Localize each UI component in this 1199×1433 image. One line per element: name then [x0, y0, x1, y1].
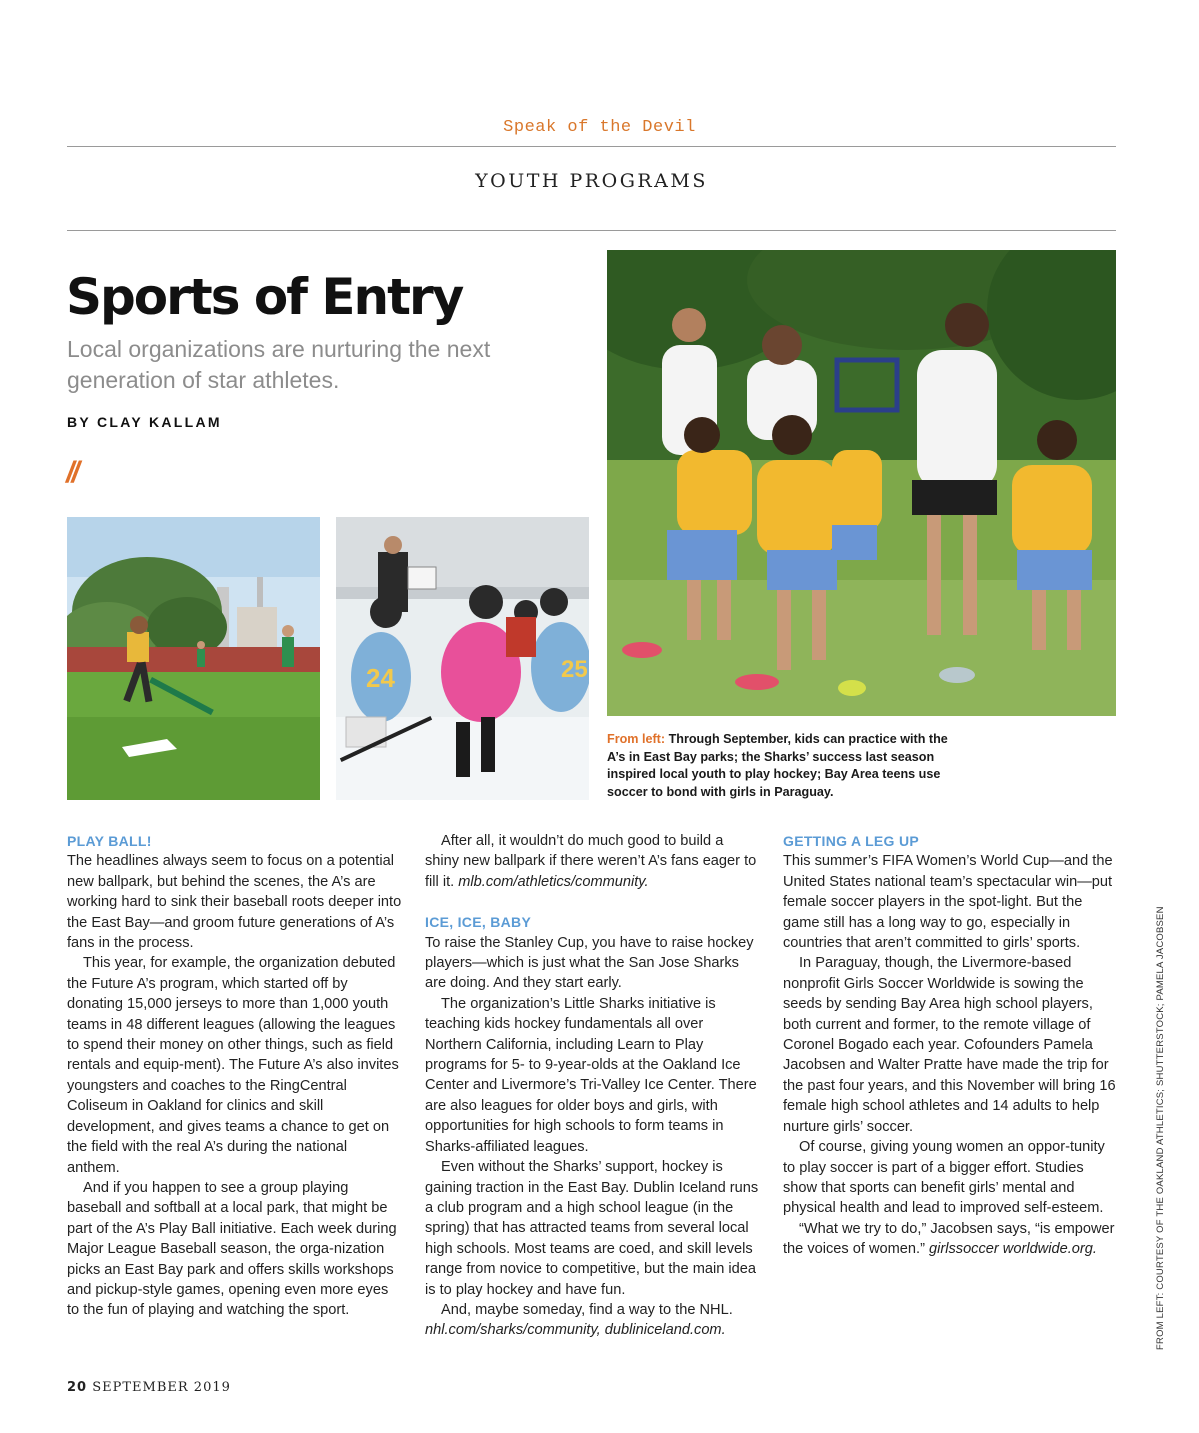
paragraph: The organization’s Little Sharks initiative is teaching kids hockey fundamentals all over Northern California, including Learn to Play programs for 5- to 9-year-olds at the Oakland Ice Center and Livermore’s Tri-Valley Ice Center. There are also leagues for older boys and girls, with opportunities for high schools to form teams in Sharks-affiliated leagues.: [425, 995, 757, 1155]
link-girlssoccer[interactable]: girlssoccer worldwide.org.: [929, 1241, 1097, 1258]
paragraph: The headlines always seem to focus on a potential new ballpark, but behind the scenes, the A’s are working hard to sink their baseball roots deeper into the East Bay—and groom future generations of A’s fans in the process.: [67, 853, 402, 952]
issue-date: SEPTEMBER 2019: [92, 1380, 231, 1395]
baseball-photo: [67, 517, 320, 800]
photo-caption: [607, 731, 957, 801]
soccer-photo: [607, 250, 1116, 716]
paragraph: [425, 831, 761, 892]
caption-text: Through September, kids can practice with the A’s in East Bay parks; the Sharks’ success last season inspired local youth to play hockey; Bay Area teens use soccer to bond with girls in Paraguay.: [607, 732, 948, 799]
link-athletics[interactable]: mlb.com/athletics/community.: [458, 873, 649, 890]
paragraph: This year, for example, the organization debuted the Future A’s program, which started off by donating 15,000 jerseys to more than 1,000 youth teams in 48 different leagues (allowing the leagues to spend their money on other things, such as field rentals and equip-ment). The Future A’s also invites youngsters and coaches to the RingCentral Coliseum in Oakland for clinics and skill development, and gives teams a chance to get on the field with the real A’s during the national anthem.: [67, 955, 399, 1176]
link-sharks[interactable]: nhl.com/sharks/community, dubliniceland.com.: [425, 1322, 726, 1339]
byline: BY CLAY KALLAM: [67, 414, 222, 430]
photo-credit: FROM LEFT: COURTESY OF THE OAKLAND ATHLETICS; SHUTTERSTOCK; PAMELA JACOBSEN: [1155, 906, 1166, 1350]
header-rule-bottom: [67, 230, 1116, 231]
article-title: Sports of Entry: [66, 268, 463, 326]
paragraph: This summer’s FIFA Women’s World Cup—and the United States national team’s spectacular win—put female soccer players in the spot-light. But the game still has a long way to go, especially in countries that aren’t committed to girls’ sports.: [783, 853, 1113, 952]
subhead-play-ball: PLAY BALL!: [67, 833, 152, 849]
body-column-1: [67, 831, 403, 1321]
subhead-getting-a-leg-up: GETTING A LEG UP: [783, 833, 919, 849]
divider-slashes: //: [66, 456, 77, 489]
paragraph: To raise the Stanley Cup, you have to raise hockey players—which is just what the San Jose Sharks are doing. And they start early.: [425, 934, 754, 992]
article-dek: Local organizations are nurturing the next generation of star athletes.: [67, 336, 491, 393]
hockey-photo: [336, 517, 589, 800]
page-footer: [67, 1380, 231, 1395]
body-column-2: [425, 831, 761, 1341]
paragraph: Even without the Sharks’ support, hockey is gaining traction in the East Bay. Dublin Iceland runs a club program and a high school league (in the spring) that has attracted teams from several local high schools. Most teams are coed, and skill levels range from novice to competitive, but the main idea is to play hockey and have fun.: [425, 1159, 759, 1298]
paragraph: In Paraguay, though, the Livermore-based nonprofit Girls Soccer Worldwide is sowing the seeds by sending Bay Area high school players, both current and former, to the remote village of Coronel Bogado each year. Cofounders Pamela Jacobsen and Walter Pratte have made the trip for the past four years, and this November will bring 16 female high school athletes and 14 adults to help nurture girls’ soccer.: [783, 955, 1116, 1135]
header-rule-top: [67, 146, 1116, 147]
svg-text:25: 25: [561, 656, 588, 683]
paragraph: Of course, giving young women an oppor-tunity to play soccer is part of a bigger effort. Studies show that sports can benefit girls’ mental and physical health and lead to improved self-esteem.: [783, 1139, 1105, 1217]
caption-lead: From left:: [607, 732, 666, 746]
paragraph-text: After all, it wouldn’t do much good to build a shiny new ballpark if there weren’t A’s fans eager to fill it.: [425, 833, 757, 890]
svg-text:24: 24: [366, 663, 395, 693]
body-column-3: [783, 831, 1119, 1260]
subhead-ice-ice-baby: ICE, ICE, BABY: [425, 914, 532, 931]
paragraph: And, maybe someday, find a way to the NHL.: [441, 1301, 733, 1318]
paragraph: [425, 1320, 761, 1340]
paragraph: And if you happen to see a group playing baseball and softball at a local park, that might be part of the A’s Play Ball initiative. Each week during Major League Baseball season, the orga-nization picks an East Bay park and offers skills workshops and pickup-style games, opening even more eyes to the fun of playing and watching the sport.: [67, 1179, 397, 1319]
paragraph: [783, 1219, 1119, 1260]
category-label: YOUTH PROGRAMS: [475, 170, 708, 192]
spacer: [425, 892, 761, 912]
page-number: 20: [67, 1380, 88, 1395]
section-label: Speak of the Devil: [503, 118, 696, 137]
paragraph-text: “What we try to do,” Jacobsen says, “is empower the voices of women.”: [783, 1220, 1115, 1258]
